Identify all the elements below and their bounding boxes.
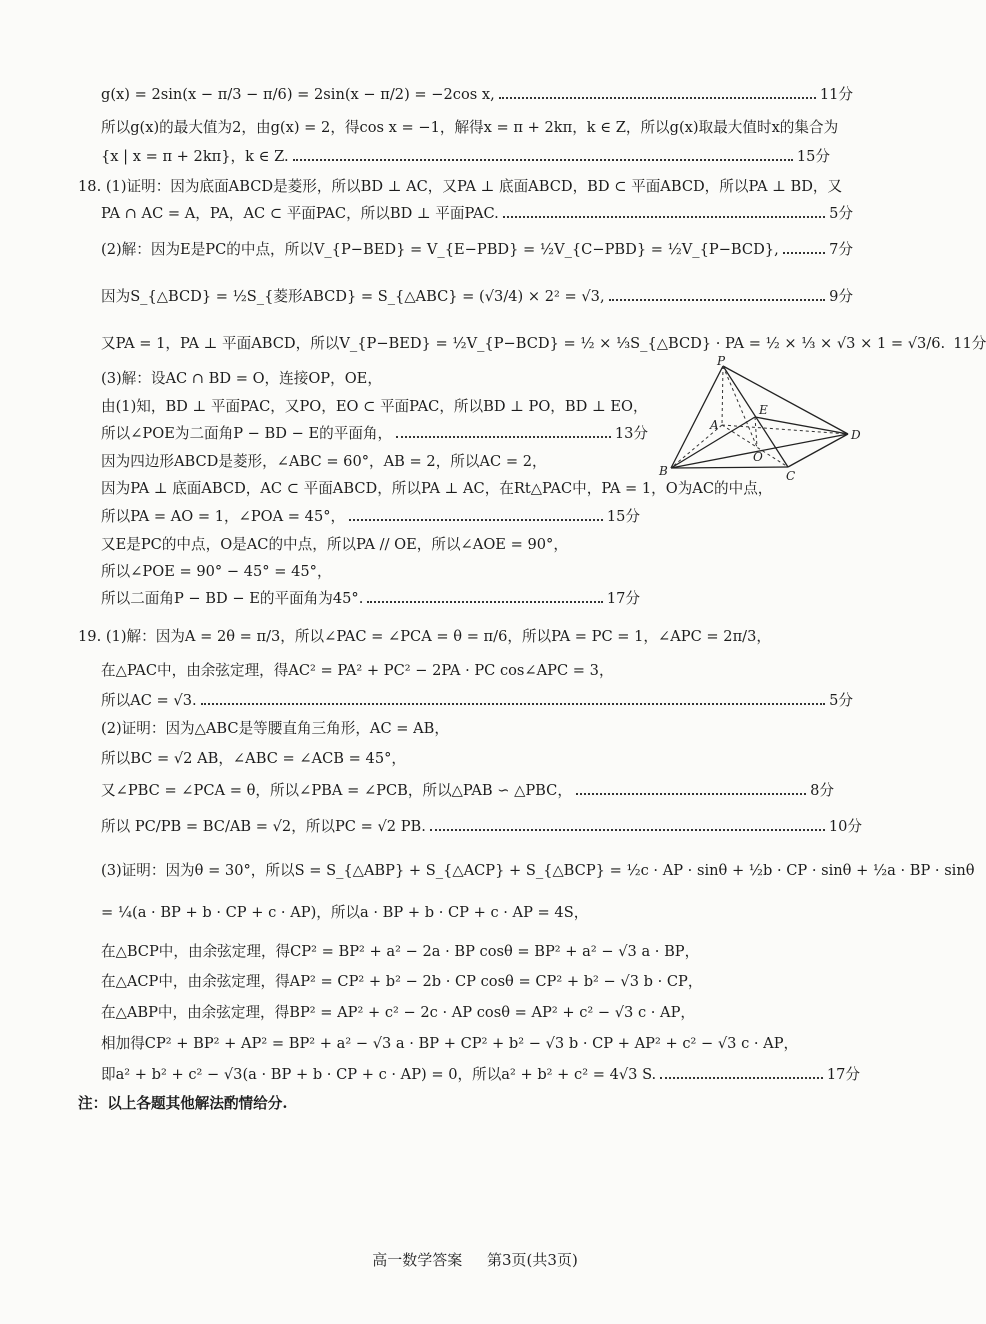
line-text: 所以二面角P − BD − E的平面角为45°.	[101, 590, 364, 607]
answer-line	[0, 589, 950, 609]
leader-dots	[660, 1077, 823, 1079]
score-label: 5分	[829, 692, 853, 709]
label-C: C	[786, 469, 796, 483]
line-text: (3)解：设AC ∩ BD = O，连接OP，OE，	[101, 370, 382, 387]
label-A: A	[710, 418, 719, 432]
leader-dots	[367, 601, 602, 603]
leader-dots	[349, 519, 603, 521]
line-text: 在△BCP中，由余弦定理，得CP² = BP² + a² − 2a · BP cosθ = BP² + a² − √3 a · BP，	[101, 943, 700, 960]
answer-line	[0, 781, 950, 801]
line-text: 相加得CP² + BP² + AP² = BP² + a² − √3 a · BP + CP² + b² − √3 b · CP + AP² + c² − √3 c · AP，	[101, 1035, 799, 1052]
answer-line	[0, 622, 950, 652]
leader-dots	[609, 299, 826, 301]
answer-line	[0, 1065, 950, 1085]
score-label: 5分	[829, 205, 853, 222]
answer-line	[0, 507, 950, 527]
score-label: 13分	[614, 425, 648, 442]
label-B: B	[659, 464, 668, 478]
line-text: (3)证明：因为θ = 30°，所以S = S_{△ABP} + S_{△ACP} + S_{△BCP} = ½c · AP · sinθ + ½b · CP · sinθ + ½a · BP · sinθ	[101, 862, 975, 879]
answer-line	[0, 562, 950, 582]
score-label: 15分	[606, 508, 640, 525]
leader-dots	[396, 436, 611, 438]
label-O: O	[753, 450, 763, 464]
answer-line	[0, 235, 950, 265]
line-text: 所以BC = √2 AB，∠ABC = ∠ACB = 45°，	[101, 750, 406, 767]
answer-line	[0, 147, 950, 167]
edge-CD	[788, 434, 848, 467]
line-text: 所以∠POE = 90° − 45° = 45°，	[101, 563, 332, 580]
answer-line	[0, 942, 950, 962]
answer-line	[0, 80, 950, 110]
leader-dots	[293, 159, 793, 161]
score-label: 10分	[828, 818, 862, 835]
score-label: 7分	[829, 241, 853, 258]
line-text: 所以g(x)的最大值为2，由g(x) = 2，得cos x = −1，解得x = π + 2kπ，k ∈ Z，所以g(x)取最大值时x的集合为	[101, 119, 839, 136]
segment-OE	[755, 417, 757, 447]
segment-DE	[755, 417, 848, 434]
leader-dots	[201, 703, 825, 705]
answer-line	[0, 812, 950, 842]
line-text: 即a² + b² + c² − √3(a · BP + b · CP + c · AP) = 0，所以a² + b² + c² = 4√3 S.	[101, 1066, 657, 1083]
line-text: 所以∠POE为二面角P − BD − E的平面角，	[101, 425, 393, 442]
grading-note	[0, 1094, 950, 1114]
edge-BC	[671, 467, 788, 468]
score-label: 17分	[606, 590, 640, 607]
answer-line	[0, 856, 975, 886]
line-text: 又∠PBC = ∠PCA = θ，所以∠PBA = ∠PCB，所以△PAB ∽ △PBC，	[101, 782, 572, 799]
answer-line	[0, 177, 950, 197]
line-text: 18. (1)证明：因为底面ABCD是菱形，所以BD ⊥ AC，又PA ⊥ 底面ABCD，BD ⊂ 平面ABCD，所以PA ⊥ BD，又	[78, 178, 843, 195]
segment-PO	[723, 366, 757, 447]
line-text: g(x) = 2sin(x − π/3 − π/6) = 2sin(x − π/2) = −2cos x,	[101, 86, 495, 103]
line-text: 所以 PC/PB = BC/AB = √2，所以PC = √2 PB.	[101, 818, 426, 835]
line-text: 由(1)知，BD ⊥ 平面PAC，又PO，EO ⊂ 平面PAC，所以BD ⊥ PO，BD ⊥ EO，	[101, 398, 648, 415]
line-text: 在△ABP中，由余弦定理，得BP² = AP² + c² − 2c · AP cosθ = AP² + c² − √3 c · AP，	[101, 1004, 696, 1021]
line-text: 因为S_{△BCD} = ½S_{菱形ABCD} = S_{△ABC} = (√3/4) × 2² = √3,	[101, 288, 605, 305]
score-label: 8分	[810, 782, 834, 799]
label-P: P	[717, 354, 726, 368]
leader-dots	[576, 793, 806, 795]
line-text: 在△ACP中，由余弦定理，得AP² = CP² + b² − 2b · CP cosθ = CP² + b² − √3 b · CP，	[101, 973, 703, 990]
line-text: 因为四边形ABCD是菱形，∠ABC = 60°，AB = 2，所以AC = 2，	[101, 453, 547, 470]
answer-line	[0, 691, 950, 711]
answer-line	[0, 719, 950, 739]
score-label: 11分	[819, 86, 853, 103]
line-text: (2)证明：因为△ABC是等腰直角三角形，AC = AB，	[101, 720, 449, 737]
line-text: 又E是PC的中点，O是AC的中点，所以PA // OE，所以∠AOE = 90°，	[101, 536, 568, 553]
answer-line	[0, 204, 950, 224]
answer-line	[0, 898, 950, 928]
leader-dots	[503, 216, 825, 218]
answer-line	[0, 118, 950, 138]
leader-dots	[430, 829, 825, 831]
edge-AD	[722, 425, 848, 434]
line-text: 又PA = 1，PA ⊥ 平面ABCD，所以V_{P−BED} = ½V_{P−BCD} = ½ × ⅓S_{△BCD} · PA = ½ × ⅓ × √3 × 1 = √3/6.	[101, 335, 946, 352]
answer-line	[0, 535, 950, 555]
line-text: 所以AC = √3.	[101, 692, 197, 709]
page-footer	[0, 1249, 950, 1270]
label-E: E	[759, 403, 768, 417]
line-text: (2)解：因为E是PC的中点，所以V_{P−BED} = V_{E−PBD} = ½V_{C−PBD} = ½V_{P−BCD},	[101, 241, 779, 258]
pyramid-figure	[655, 355, 870, 490]
answer-line	[0, 749, 950, 769]
line-text: = ¼(a · BP + b · CP + c · AP)，所以a · BP + b · CP + c · AP = 4S，	[101, 904, 589, 921]
answer-line	[0, 1003, 950, 1023]
label-D: D	[851, 428, 861, 442]
footer-title: 高一数学答案	[372, 1251, 463, 1269]
answer-line	[0, 972, 950, 992]
answer-line	[0, 1034, 950, 1054]
answer-line	[0, 661, 950, 681]
score-label: 11分	[953, 335, 986, 352]
line-text: {x | x = π + 2kπ}，k ∈ Z.	[101, 148, 289, 165]
leader-dots	[783, 252, 825, 254]
line-text: PA ∩ AC = A，PA，AC ⊂ 平面PAC，所以BD ⊥ 平面PAC.	[101, 205, 499, 222]
answer-line	[0, 282, 950, 312]
line-text: 19. (1)解：因为A = 2θ = π/3，所以∠PAC = ∠PCA = θ = π/6，所以PA = PC = 1，∠APC = 2π/3，	[78, 628, 771, 645]
edge-PA	[722, 366, 723, 425]
line-text: 在△PAC中，由余弦定理，得AC² = PA² + PC² − 2PA · PC cos∠APC = 3，	[101, 662, 614, 679]
score-label: 17分	[826, 1066, 860, 1083]
score-label: 9分	[829, 288, 853, 305]
line-text: 注：以上各题其他解法酌情给分.	[78, 1095, 288, 1112]
score-label: 15分	[796, 148, 830, 165]
leader-dots	[499, 97, 816, 99]
line-text: 因为PA ⊥ 底面ABCD，AC ⊂ 平面ABCD，所以PA ⊥ AC，在Rt△PAC中，PA = 1，O为AC的中点，	[101, 480, 773, 497]
line-text: 所以PA = AO = 1，∠POA = 45°，	[101, 508, 346, 525]
footer-page-info: 第3页(共3页)	[487, 1251, 578, 1269]
edge-PD	[723, 366, 848, 434]
